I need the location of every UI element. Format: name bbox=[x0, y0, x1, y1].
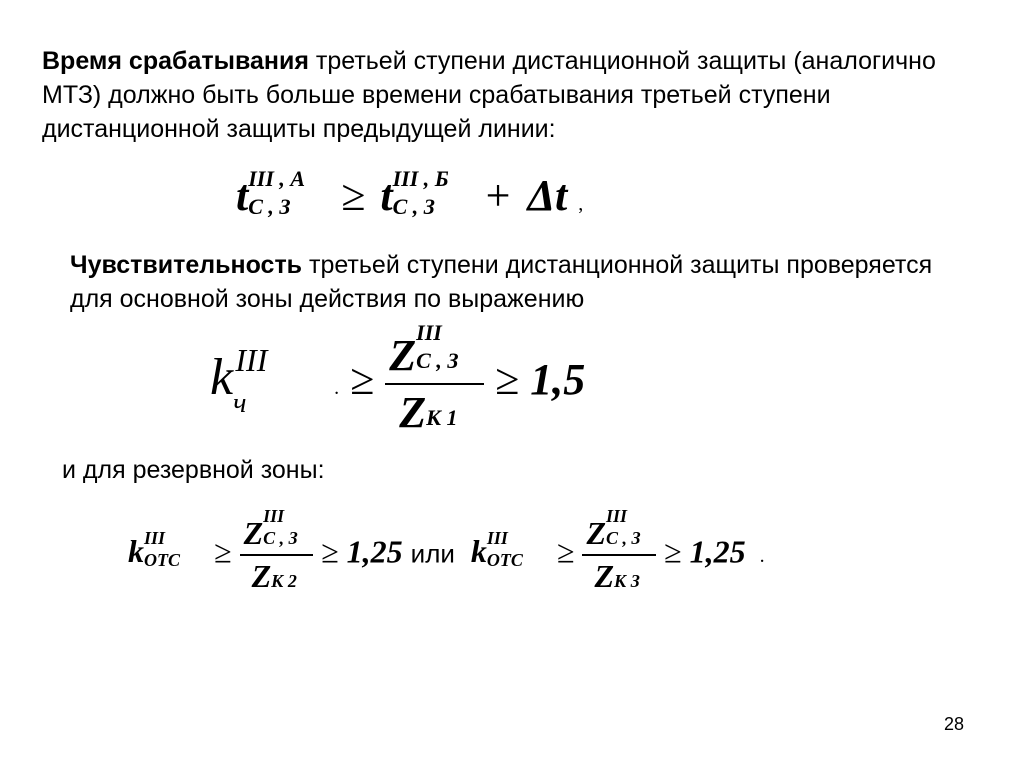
formula-reserve-zone bbox=[128, 506, 765, 595]
paragraph-reserve-zone bbox=[62, 453, 662, 487]
word-or: или bbox=[410, 538, 455, 569]
var-z: Z bbox=[594, 558, 614, 594]
paragraph-text: третьей ступени дистанционной защиты проверяется для основной зоны действия по выражению bbox=[70, 251, 933, 313]
operator-geq: ≥ bbox=[214, 533, 232, 570]
term-operating-time: Время срабатывания bbox=[42, 47, 309, 75]
comma: , bbox=[578, 193, 584, 215]
subscript: С , З bbox=[248, 194, 291, 219]
subscript: С , З bbox=[263, 528, 298, 548]
var-t: t bbox=[236, 171, 249, 220]
paragraph-text: третьей ступени дистанционной защиты (аналогично МТЗ) должно быть больше времени срабатывания третьей ступени дистанционной защиты предыдущей линии: bbox=[42, 47, 936, 143]
var-t: t bbox=[380, 171, 393, 220]
coef-k bbox=[210, 342, 268, 420]
time-lhs bbox=[236, 166, 306, 221]
subscript: С , З bbox=[392, 194, 435, 219]
subscript: С , З bbox=[606, 528, 641, 548]
operator-geq: ≥ bbox=[350, 355, 375, 405]
numerator bbox=[385, 320, 484, 381]
paragraph-text: и для резервной зоны: bbox=[62, 456, 325, 484]
subscript: ч bbox=[233, 388, 247, 420]
subscript: С , З bbox=[416, 348, 459, 373]
fraction-bar bbox=[385, 383, 484, 385]
superscript: III bbox=[235, 342, 268, 379]
numerator bbox=[582, 506, 656, 552]
delta-t: Δt bbox=[527, 171, 568, 220]
operator-geq: ≥ bbox=[664, 533, 682, 570]
superscript: III , А bbox=[248, 166, 306, 191]
operator-geq: ≥ bbox=[556, 533, 575, 570]
paragraph-sensitivity bbox=[70, 248, 970, 316]
operator-geq: ≥ bbox=[341, 171, 366, 220]
superscript: III bbox=[144, 528, 166, 549]
value: 1,5 bbox=[530, 355, 586, 405]
operator-plus: + bbox=[485, 171, 511, 220]
value: 1,25 bbox=[689, 533, 746, 570]
formula-time-condition bbox=[236, 166, 584, 221]
fraction-bar bbox=[582, 554, 656, 556]
var-k: k bbox=[210, 349, 234, 407]
time-rhs bbox=[380, 166, 449, 221]
superscript: III bbox=[606, 506, 628, 526]
var-k: k bbox=[128, 533, 144, 570]
superscript: III bbox=[416, 320, 442, 345]
page-number: 28 bbox=[943, 714, 964, 734]
subscript: К 2 bbox=[271, 571, 297, 591]
subscript: ОТС bbox=[486, 550, 523, 571]
var-z: Z bbox=[399, 388, 427, 437]
denominator bbox=[240, 558, 314, 595]
var-k: k bbox=[470, 533, 487, 570]
dot: . bbox=[334, 377, 340, 400]
fraction-z bbox=[385, 320, 484, 438]
fraction-bar bbox=[240, 554, 314, 556]
paragraph-time-condition bbox=[42, 44, 942, 146]
denominator bbox=[582, 558, 656, 595]
fraction-z-k2 bbox=[240, 506, 314, 595]
coef-k-otc bbox=[470, 528, 523, 571]
coef-k-otc bbox=[128, 528, 180, 571]
fraction-z-k3 bbox=[582, 506, 656, 595]
value: 1,25 bbox=[346, 533, 403, 570]
denominator bbox=[385, 387, 484, 438]
operator-geq: ≥ bbox=[495, 355, 520, 405]
subscript: ОТС bbox=[144, 550, 180, 571]
var-z: Z bbox=[389, 331, 417, 380]
numerator bbox=[240, 506, 314, 552]
formula-sensitivity bbox=[210, 320, 586, 438]
var-z: Z bbox=[251, 558, 272, 594]
var-z: Z bbox=[586, 515, 606, 551]
subscript: К 1 bbox=[426, 405, 458, 430]
period: . bbox=[759, 545, 765, 568]
var-z: Z bbox=[243, 515, 264, 551]
term-sensitivity: Чувствительность bbox=[70, 251, 303, 279]
subscript: К З bbox=[614, 571, 640, 591]
superscript: III , Б bbox=[392, 166, 449, 191]
operator-geq: ≥ bbox=[321, 533, 339, 570]
superscript: III bbox=[486, 528, 508, 549]
superscript: III bbox=[263, 506, 285, 526]
